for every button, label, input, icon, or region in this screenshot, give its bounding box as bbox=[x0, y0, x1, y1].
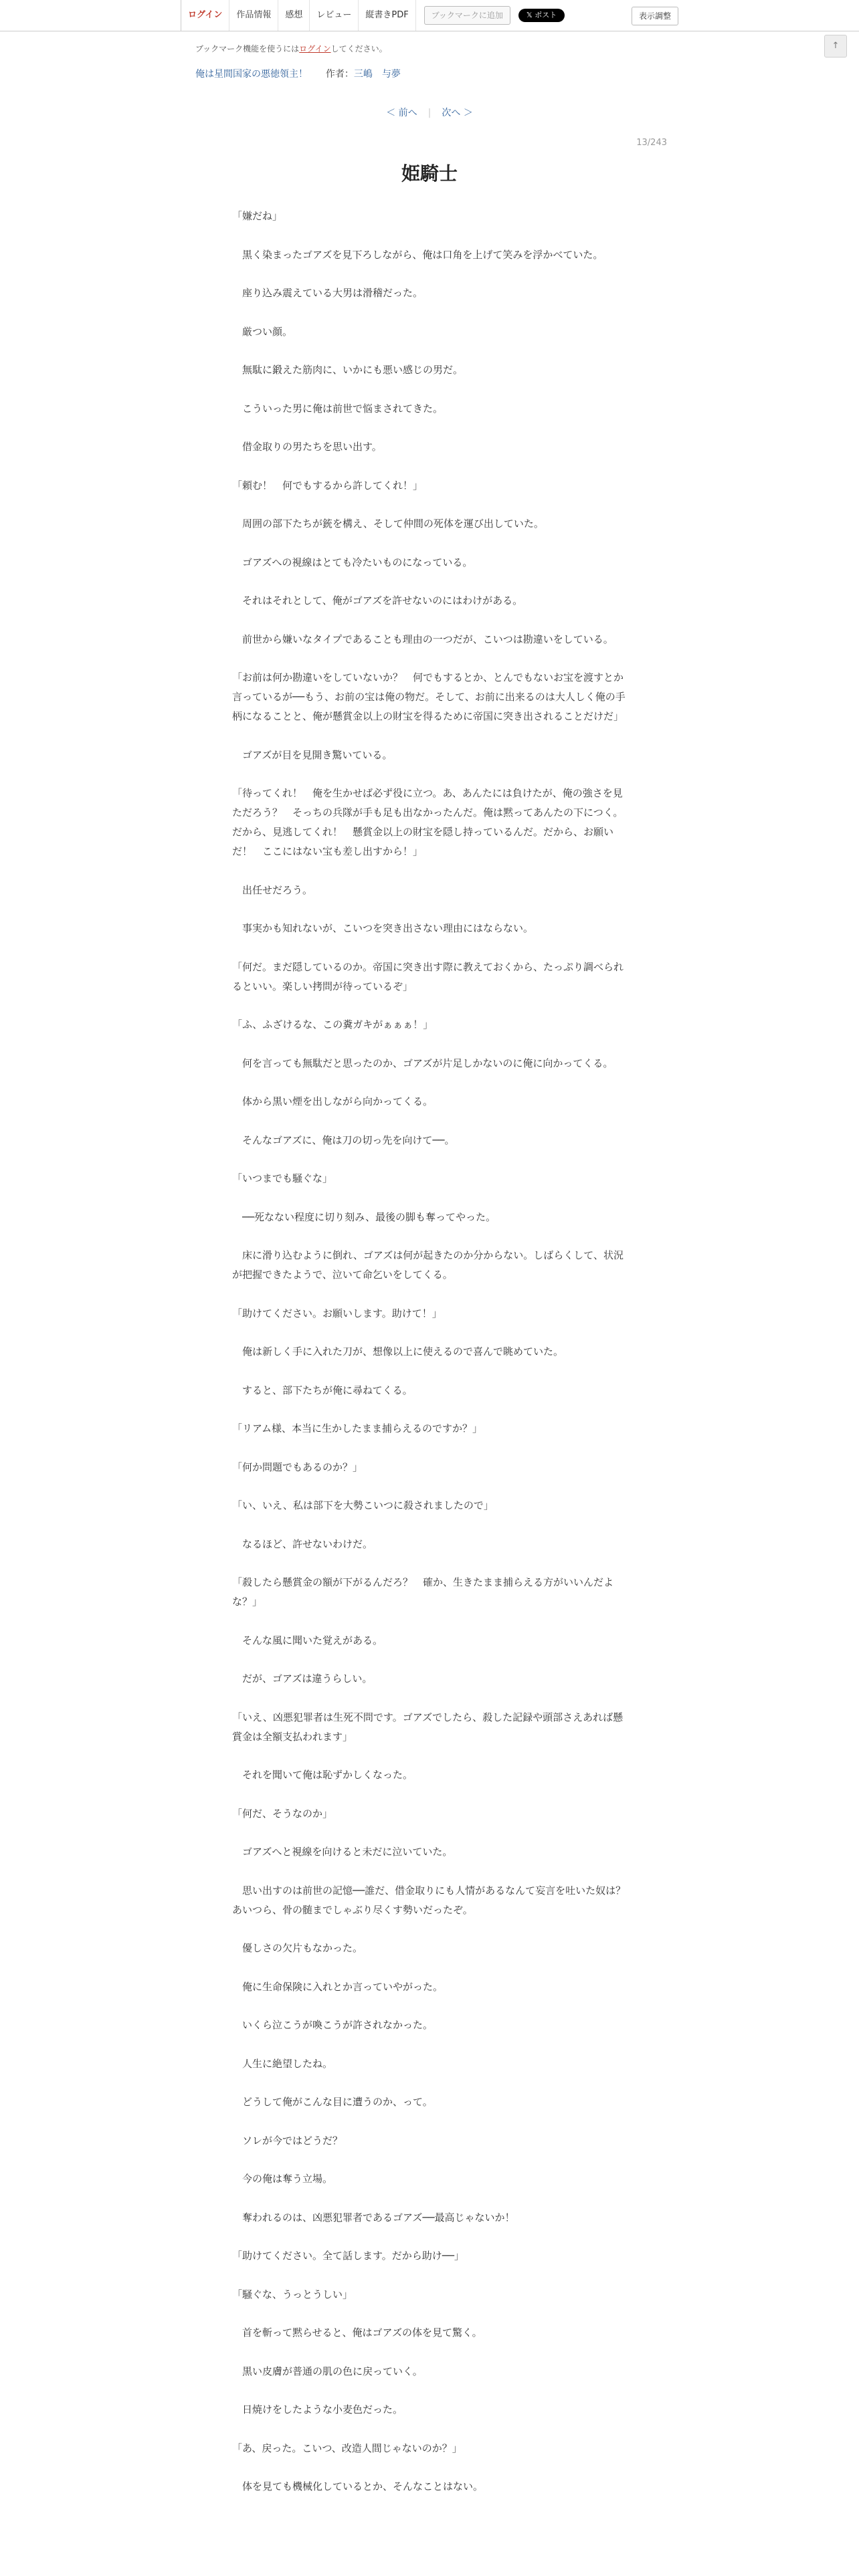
reviews-link[interactable]: 感想 bbox=[278, 0, 309, 31]
body-paragraph: 「い、いえ、私は部下を大勢こいつに殺されましたので」 bbox=[232, 1499, 494, 1511]
body-paragraph: 事実かも知れないが、こいつを突き出さない理由にはならない。 bbox=[232, 922, 534, 934]
body-paragraph: そんな風に聞いた覚えがある。 bbox=[232, 1634, 383, 1646]
display-settings-button[interactable]: 表示調整 bbox=[632, 7, 678, 25]
body-paragraph: 「お前は何か勘違いをしていないか？ 何でもするとか、とんでもないお宝を渡すとか言っているが──もう、お前の宝は俺の物だ。そして、お前に出来るのは大人しく俺の手柄になることと、俺が懸賞金以上の財宝を得るために帝国に突き出されることだけだ」 bbox=[232, 671, 626, 722]
body-paragraph: 体を見ても機械化しているとか、そんなことはない。 bbox=[232, 2480, 484, 2492]
body-paragraph: 「殺したら懸賞金の額が下がるんだろ？ 確か、生きたまま捕らえる方がいいんだよな？」 bbox=[232, 1576, 614, 1608]
author-link[interactable]: 三嶋 与夢 bbox=[353, 69, 401, 80]
body-paragraph: ソレが今ではどうだ？ bbox=[232, 2134, 343, 2147]
chapter-title: 姫騎士 bbox=[401, 163, 458, 185]
top-navigation-bar bbox=[0, 0, 859, 31]
body-paragraph: 前世から嫌いなタイプであることも理由の一つだが、こいつは勘違いをしている。 bbox=[232, 633, 613, 645]
body-paragraph: 優しさの欠片もなかった。 bbox=[232, 1942, 363, 1954]
body-paragraph: 「いえ、凶悪犯罪者は生死不問です。ゴアズでしたら、殺した記録や頭部さえあれば懸賞金は全額支払われます」 bbox=[232, 1711, 624, 1743]
prev-chapter-link[interactable]: ＜ 前へ bbox=[386, 108, 417, 118]
body-paragraph: こういった男に俺は前世で悩まされてきた。 bbox=[232, 402, 444, 415]
body-paragraph: 無駄に鍛えた筋肉に、いかにも悪い感じの男だ。 bbox=[232, 364, 464, 376]
body-paragraph: 「助けてください。全て話します。だから助け──」 bbox=[232, 2250, 464, 2262]
body-paragraph: 「何だ。まだ隠しているのか。帝国に突き出す際に教えておくから、たっぷり調べられるといい。楽しい拷問が待っているぞ」 bbox=[232, 960, 624, 992]
arrow-up-icon: ↑ bbox=[832, 41, 840, 51]
body-paragraph: 黒く染まったゴアズを見下ろしながら、俺は口角を上げて笑みを浮かべていた。 bbox=[232, 248, 603, 261]
body-paragraph: そんなゴアズに、俺は刀の切っ先を向けて──。 bbox=[232, 1134, 455, 1146]
notice-text-after: してください。 bbox=[330, 44, 387, 53]
body-paragraph: 何を言っても無駄だと思ったのか、ゴアズが片足しかないのに俺に向かってくる。 bbox=[232, 1057, 613, 1069]
scroll-top-button[interactable] bbox=[824, 35, 847, 58]
bookmark-login-notice bbox=[195, 43, 387, 54]
author-label: 作者： bbox=[325, 69, 354, 80]
x-post-button[interactable]: 𝕏 ポスト bbox=[518, 9, 565, 22]
body-paragraph: 周囲の部下たちが銃を構え、そして仲間の死体を運び出していた。 bbox=[232, 518, 544, 530]
body-paragraph: 「何だ、そうなのか」 bbox=[232, 1807, 333, 1820]
body-paragraph: 「いつまでも騒ぐな」 bbox=[232, 1172, 333, 1184]
body-paragraph: 厳つい顔。 bbox=[232, 325, 293, 338]
body-paragraph: 俺に生命保険に入れとか言っていやがった。 bbox=[232, 1980, 444, 1993]
body-paragraph: 体から黒い煙を出しながら向かってくる。 bbox=[232, 1095, 434, 1107]
body-paragraph: だが、ゴアズは違うらしい。 bbox=[232, 1673, 373, 1685]
body-paragraph: 黒い皮膚が普通の肌の色に戻っていく。 bbox=[232, 2365, 423, 2377]
body-paragraph: 「あ、戻った。こいつ、改造人間じゃないのか？」 bbox=[232, 2442, 462, 2454]
body-paragraph: 奪われるのは、凶悪犯罪者であるゴアズ──最高じゃないか！ bbox=[232, 2211, 515, 2224]
series-title-link[interactable]: 俺は星間国家の悪徳領主！ bbox=[195, 69, 308, 80]
login-link[interactable]: ログイン bbox=[181, 0, 229, 31]
body-paragraph: 「騒ぐな、うっとうしい」 bbox=[232, 2288, 353, 2300]
body-paragraph: 首を斬って黙らせると、俺はゴアズの体を見て驚く。 bbox=[232, 2327, 482, 2339]
series-header bbox=[195, 67, 401, 80]
pager-divider: | bbox=[427, 108, 432, 118]
body-paragraph: 「待ってくれ！ 俺を生かせば必ず役に立つ。あ、あんたには負けたが、俺の強さを見ただろう？ そっちの兵隊が手も足も出なかったんだ。俺は黙ってあんたの下につく。だから、見逃してくれ！ 懸賞金以上の財宝を隠し持っているんだ。だから、お願いだ！ ここにはない宝も差し出すから！」 bbox=[232, 787, 624, 857]
chapter-counter: 13/243 bbox=[636, 138, 667, 148]
body-paragraph: ゴアズへと視線を向けると未だに泣いていた。 bbox=[232, 1846, 453, 1858]
next-chapter-link[interactable]: 次へ ＞ bbox=[442, 108, 473, 118]
body-paragraph: ゴアズへの視線はとても冷たいものになっている。 bbox=[232, 556, 473, 568]
body-paragraph: どうして俺がこんな目に遭うのか、って。 bbox=[232, 2096, 433, 2108]
body-paragraph: 「何か問題でもあるのか？」 bbox=[232, 1461, 363, 1473]
body-paragraph: なるほど、許せないわけだ。 bbox=[232, 1537, 373, 1550]
body-paragraph: 出任せだろう。 bbox=[232, 883, 313, 896]
body-paragraph: 今の俺は奪う立場。 bbox=[232, 2173, 333, 2185]
work-info-link[interactable]: 作品情報 bbox=[229, 0, 278, 31]
body-paragraph: 「嫌だね」 bbox=[232, 210, 283, 222]
body-paragraph: 人生に絶望したね。 bbox=[232, 2057, 333, 2070]
review-link[interactable]: レビュー bbox=[309, 0, 358, 31]
nav-menu bbox=[181, 0, 565, 31]
body-paragraph: 俺は新しく手に入れた刀が、想像以上に使えるので喜んで眺めていた。 bbox=[232, 1346, 564, 1358]
chapter-body bbox=[232, 207, 636, 2516]
body-paragraph: 思い出すのは前世の記憶──誰だ、借金取りにも人情があるなんて妄言を吐いた奴は？ あいつら、骨の髄までしゃぶり尽くす勢いだったぞ。 bbox=[232, 1884, 636, 1916]
body-paragraph: 「頼む！ 何でもするから許してくれ！」 bbox=[232, 479, 423, 492]
body-paragraph: ゴアズが目を見開き驚いている。 bbox=[232, 748, 393, 761]
body-paragraph: 「ふ、ふざけるな、この糞ガキがぁぁぁ！」 bbox=[232, 1018, 434, 1031]
notice-login-link[interactable]: ログイン bbox=[299, 44, 331, 53]
chapter-pager bbox=[0, 106, 859, 119]
add-bookmark-button[interactable]: ブックマークに追加 bbox=[424, 6, 510, 25]
body-paragraph: いくら泣こうが喚こうが許されなかった。 bbox=[232, 2019, 434, 2031]
vertical-pdf-link[interactable]: 縦書きPDF bbox=[358, 0, 415, 31]
body-paragraph: 日焼けをしたような小麦色だった。 bbox=[232, 2403, 403, 2416]
body-paragraph: 「助けてください。お願いします。助けて！」 bbox=[232, 1307, 442, 1319]
body-paragraph: ──死なない程度に切り刻み、最後の脚も奪ってやった。 bbox=[232, 1210, 496, 1223]
body-paragraph: 「リアム様、本当に生かしたまま捕らえるのですか？」 bbox=[232, 1422, 482, 1434]
body-paragraph: 座り込み震えている大男は滑稽だった。 bbox=[232, 287, 423, 299]
body-paragraph: 借金取りの男たちを思い出す。 bbox=[232, 441, 382, 453]
body-paragraph: すると、部下たちが俺に尋ねてくる。 bbox=[232, 1384, 413, 1396]
body-paragraph: それを聞いて俺は恥ずかしくなった。 bbox=[232, 1769, 413, 1781]
notice-text-before: ブックマーク機能を使うには bbox=[195, 44, 300, 53]
body-paragraph: それはそれとして、俺がゴアズを許せないのにはわけがある。 bbox=[232, 595, 523, 607]
body-paragraph: 床に滑り込むように倒れ、ゴアズは何が起きたのか分からない。しばらくして、状況が把握できたようで、泣いて命乞いをしてくる。 bbox=[232, 1249, 624, 1281]
